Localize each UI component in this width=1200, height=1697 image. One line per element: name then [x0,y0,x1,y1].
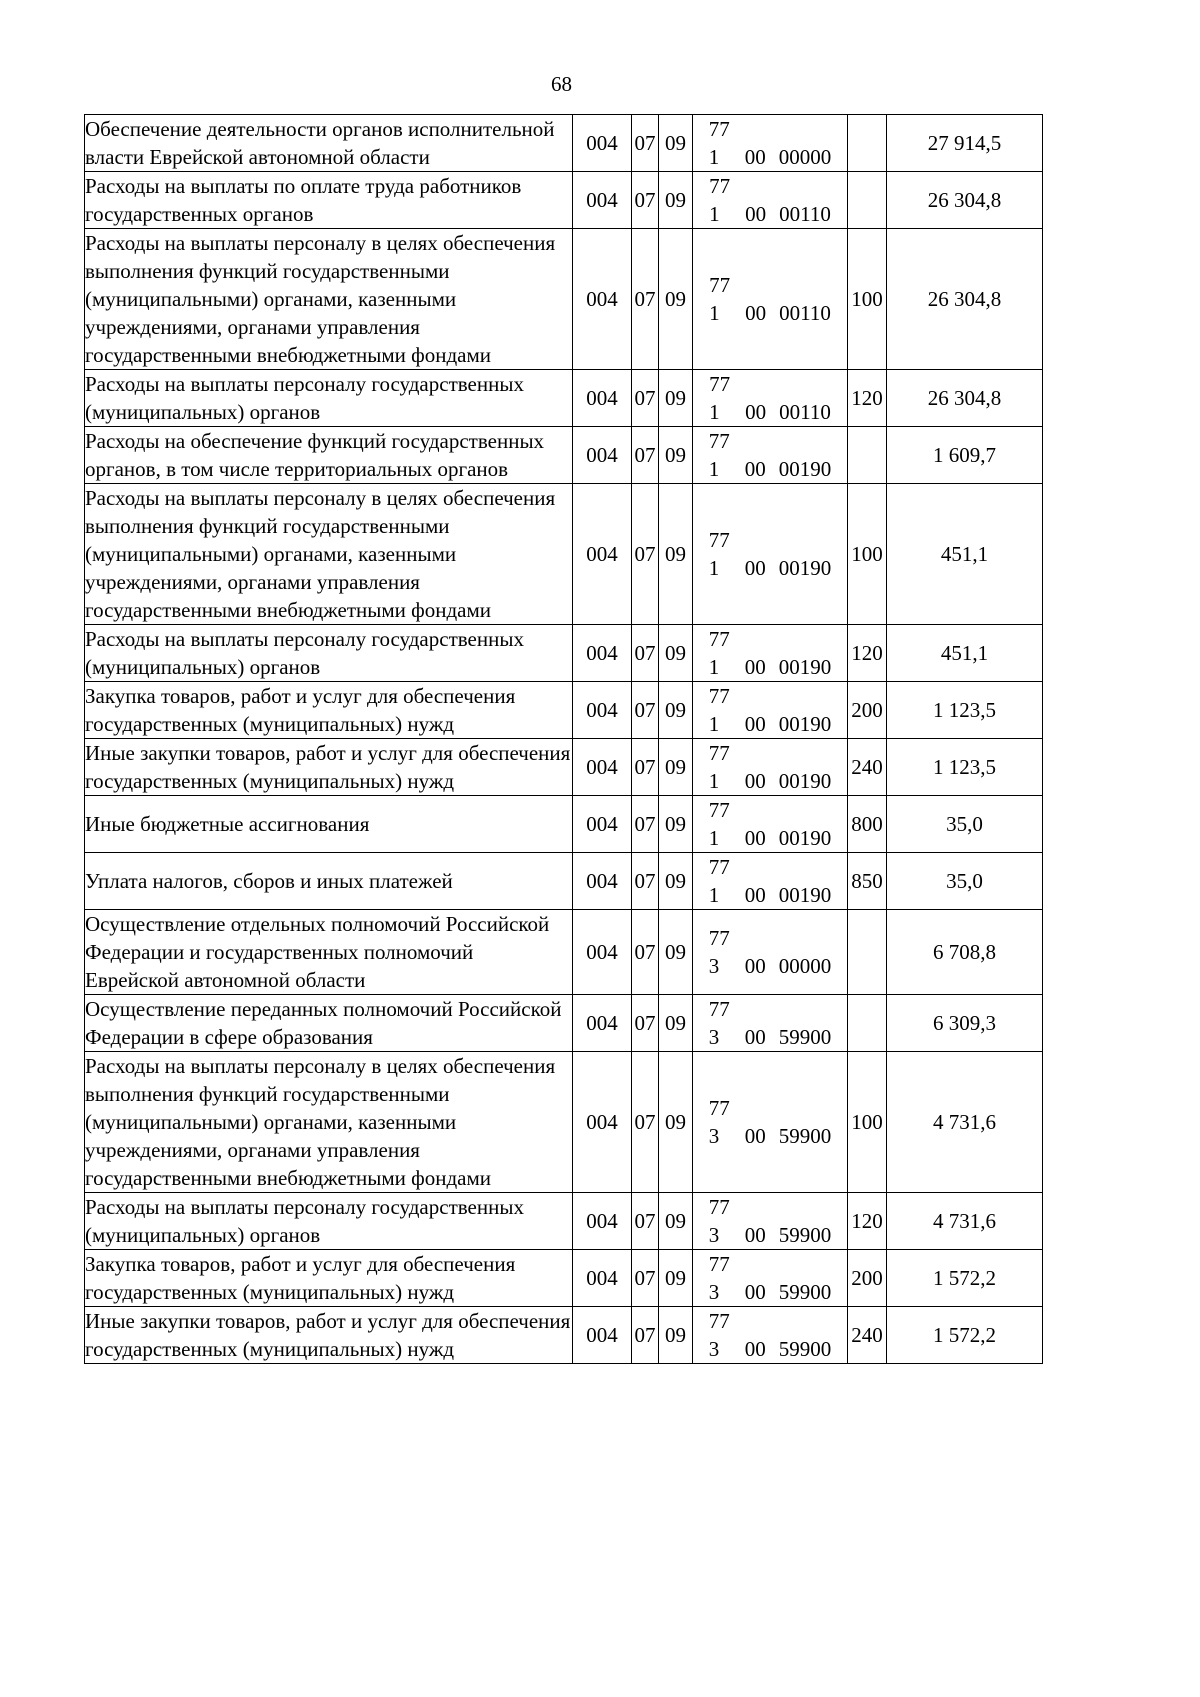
target-article-part: 00 [745,400,767,424]
expense-name-cell: Расходы на выплаты персоналу в целях обеспечения выполнения функций государственными (муниципальными) органами, казенными учреждениями, органами управления государственными внебюджетными фондами [85,484,573,625]
target-article-cell [693,1307,848,1364]
amount-cell: 6 708,8 [887,910,1043,995]
budget-rows [85,115,1043,1364]
target-article-part: 77 3 [708,1252,730,1304]
admin-code-cell: 004 [573,739,632,796]
section-code-cell: 07 [632,796,659,853]
target-article-part: 00110 [779,202,831,226]
amount-cell: 4 731,6 [887,1052,1043,1193]
target-article-part: 00190 [778,712,832,736]
target-article-part: 77 1 [708,117,730,169]
admin-code-cell: 004 [573,370,632,427]
target-article-part: 00110 [779,400,831,424]
table-row [85,370,1043,427]
section-code-cell: 07 [632,682,659,739]
expense-name-cell: Расходы на выплаты персоналу государственных (муниципальных) органов [85,625,573,682]
section-code-cell: 07 [632,1193,659,1250]
admin-code-cell: 004 [573,115,632,172]
table-row [85,910,1043,995]
target-article-part: 00190 [778,769,832,793]
amount-cell: 451,1 [887,484,1043,625]
admin-code-cell: 004 [573,853,632,910]
target-article-part: 00 [744,457,766,481]
target-article-part: 00 [744,883,766,907]
subsection-code-cell: 09 [659,682,693,739]
table-row [85,427,1043,484]
amount-cell: 451,1 [887,625,1043,682]
amount-cell: 35,0 [887,853,1043,910]
expense-type-cell [848,115,887,172]
target-article-cell [693,682,848,739]
subsection-code-cell: 09 [659,1193,693,1250]
section-code-cell: 07 [632,1052,659,1193]
amount-cell: 6 309,3 [887,995,1043,1052]
subsection-code-cell: 09 [659,1052,693,1193]
target-article-cell [693,1052,848,1193]
target-article-cell [693,484,848,625]
amount-cell: 1 609,7 [887,427,1043,484]
table-row [85,1193,1043,1250]
admin-code-cell: 004 [573,1250,632,1307]
page-number: 68 [551,72,572,96]
admin-code-cell: 004 [573,995,632,1052]
section-code-cell: 07 [632,115,659,172]
target-article-part: 00000 [778,954,832,978]
amount-cell: 26 304,8 [887,370,1043,427]
amount-cell: 1 572,2 [887,1250,1043,1307]
expense-name-cell: Расходы на выплаты по оплате труда работников государственных органов [85,172,573,229]
expense-type-cell: 240 [848,739,887,796]
target-article-part: 00190 [778,457,832,481]
subsection-code-cell: 09 [659,229,693,370]
target-article-part: 77 3 [708,1309,730,1361]
expense-type-cell [848,172,887,229]
table-row [85,484,1043,625]
section-code-cell: 07 [632,427,659,484]
admin-code-cell: 004 [573,1052,632,1193]
expense-name-cell: Закупка товаров, работ и услуг для обеспечения государственных (муниципальных) нужд [85,682,573,739]
admin-code-cell: 004 [573,484,632,625]
target-article-part: 00 [744,954,766,978]
target-article-part: 77 1 [708,528,730,580]
subsection-code-cell: 09 [659,853,693,910]
target-article-part: 00 [744,145,766,169]
target-article-part: 59900 [778,1223,832,1247]
expense-type-cell: 100 [848,229,887,370]
expense-type-cell: 120 [848,370,887,427]
table-row [85,1307,1043,1364]
table-row [85,682,1043,739]
table-row [85,229,1043,370]
expense-name-cell: Расходы на выплаты персоналу государственных (муниципальных) органов [85,1193,573,1250]
section-code-cell: 07 [632,625,659,682]
budget-table [84,114,1043,1364]
section-code-cell: 07 [632,370,659,427]
target-article-part: 77 1 [708,741,730,793]
subsection-code-cell: 09 [659,172,693,229]
admin-code-cell: 004 [573,910,632,995]
target-article-part: 59900 [778,1280,832,1304]
target-article-cell [693,796,848,853]
target-article-part: 77 1 [708,429,730,481]
target-article-cell [693,1250,848,1307]
expense-name-cell: Осуществление переданных полномочий Российской Федерации в сфере образования [85,995,573,1052]
target-article-cell [693,115,848,172]
target-article-part: 00 [744,556,766,580]
section-code-cell: 07 [632,995,659,1052]
table-row [85,625,1043,682]
expense-type-cell: 850 [848,853,887,910]
target-article-cell [693,1193,848,1250]
table-row [85,739,1043,796]
amount-cell: 1 123,5 [887,682,1043,739]
admin-code-cell: 004 [573,1307,632,1364]
expense-type-cell: 200 [848,682,887,739]
amount-cell: 26 304,8 [887,172,1043,229]
expense-name-cell: Расходы на выплаты персоналу в целях обеспечения выполнения функций государственными (муниципальными) органами, казенными учреждениями, органами управления государственными внебюджетными фондами [85,229,573,370]
section-code-cell: 07 [632,229,659,370]
amount-cell: 27 914,5 [887,115,1043,172]
subsection-code-cell: 09 [659,625,693,682]
target-article-part: 00 [745,301,767,325]
expense-name-cell: Расходы на выплаты персоналу в целях обеспечения выполнения функций государственными (муниципальными) органами, казенными учреждениями, органами управления государственными внебюджетными фондами [85,1052,573,1193]
target-article-part: 00 [745,202,767,226]
section-code-cell: 07 [632,739,659,796]
expense-name-cell: Расходы на выплаты персоналу государственных (муниципальных) органов [85,370,573,427]
target-article-cell [693,427,848,484]
subsection-code-cell: 09 [659,910,693,995]
target-article-part: 00 [744,1124,766,1148]
target-article-part: 00 [744,1337,766,1361]
target-article-part: 00 [744,655,766,679]
expense-type-cell: 240 [848,1307,887,1364]
section-code-cell: 07 [632,1307,659,1364]
target-article-cell [693,625,848,682]
expense-name-cell: Иные закупки товаров, работ и услуг для обеспечения государственных (муниципальных) нужд [85,1307,573,1364]
admin-code-cell: 004 [573,1193,632,1250]
target-article-part: 00 [744,712,766,736]
expense-type-cell: 200 [848,1250,887,1307]
target-article-part: 77 1 [708,798,730,850]
expense-type-cell: 100 [848,484,887,625]
target-article-part: 00190 [778,655,832,679]
section-code-cell: 07 [632,910,659,995]
target-article-part: 59900 [778,1124,832,1148]
target-article-cell [693,910,848,995]
subsection-code-cell: 09 [659,1250,693,1307]
subsection-code-cell: 09 [659,427,693,484]
target-article-cell [693,172,848,229]
amount-cell: 1 572,2 [887,1307,1043,1364]
target-article-part: 00 [744,826,766,850]
expense-type-cell [848,910,887,995]
expense-type-cell [848,427,887,484]
expense-name-cell: Обеспечение деятельности органов исполнительной власти Еврейской автономной области [85,115,573,172]
expense-name-cell: Осуществление отдельных полномочий Российской Федерации и государственных полномочий Еврейской автономной области [85,910,573,995]
expense-name-cell: Расходы на обеспечение функций государственных органов, в том числе территориальных органов [85,427,573,484]
table-row [85,1250,1043,1307]
target-article-cell [693,229,848,370]
subsection-code-cell: 09 [659,796,693,853]
section-code-cell: 07 [632,1250,659,1307]
subsection-code-cell: 09 [659,115,693,172]
admin-code-cell: 004 [573,229,632,370]
target-article-part: 77 1 [709,174,731,226]
target-article-part: 00190 [778,826,832,850]
admin-code-cell: 004 [573,796,632,853]
target-article-part: 59900 [778,1025,832,1049]
target-article-part: 00 [744,1223,766,1247]
table-row [85,796,1043,853]
target-article-part: 77 1 [708,855,730,907]
expense-type-cell [848,995,887,1052]
target-article-part: 77 3 [708,1195,730,1247]
target-article-part: 77 1 [708,684,730,736]
admin-code-cell: 004 [573,427,632,484]
target-article-part: 00000 [778,145,832,169]
amount-cell: 1 123,5 [887,739,1043,796]
section-code-cell: 07 [632,484,659,625]
target-article-cell [693,739,848,796]
expense-type-cell: 800 [848,796,887,853]
target-article-part: 77 1 [709,372,731,424]
target-article-cell [693,853,848,910]
target-article-part: 00 [744,1025,766,1049]
section-code-cell: 07 [632,853,659,910]
table-row [85,1052,1043,1193]
target-article-cell [693,370,848,427]
target-article-part: 77 3 [708,926,730,978]
amount-cell: 35,0 [887,796,1043,853]
subsection-code-cell: 09 [659,370,693,427]
target-article-part: 77 3 [708,1096,730,1148]
section-code-cell: 07 [632,172,659,229]
target-article-cell [693,995,848,1052]
table-row [85,995,1043,1052]
target-article-part: 00190 [778,883,832,907]
expense-type-cell: 100 [848,1052,887,1193]
target-article-part: 00110 [779,301,831,325]
subsection-code-cell: 09 [659,995,693,1052]
target-article-part: 00 [744,769,766,793]
target-article-part: 00190 [778,556,832,580]
expense-name-cell: Иные бюджетные ассигнования [85,796,573,853]
amount-cell: 26 304,8 [887,229,1043,370]
target-article-part: 77 1 [709,273,731,325]
expense-type-cell: 120 [848,1193,887,1250]
target-article-part: 59900 [778,1337,832,1361]
expense-name-cell: Иные закупки товаров, работ и услуг для обеспечения государственных (муниципальных) нужд [85,739,573,796]
expense-name-cell: Закупка товаров, работ и услуг для обеспечения государственных (муниципальных) нужд [85,1250,573,1307]
expense-type-cell: 120 [848,625,887,682]
admin-code-cell: 004 [573,172,632,229]
admin-code-cell: 004 [573,682,632,739]
table-row [85,853,1043,910]
target-article-part: 77 3 [708,997,730,1049]
target-article-part: 77 1 [708,627,730,679]
subsection-code-cell: 09 [659,739,693,796]
amount-cell: 4 731,6 [887,1193,1043,1250]
table-row [85,115,1043,172]
table-row [85,172,1043,229]
subsection-code-cell: 09 [659,484,693,625]
target-article-part: 00 [744,1280,766,1304]
subsection-code-cell: 09 [659,1307,693,1364]
admin-code-cell: 004 [573,625,632,682]
expense-name-cell: Уплата налогов, сборов и иных платежей [85,853,573,910]
